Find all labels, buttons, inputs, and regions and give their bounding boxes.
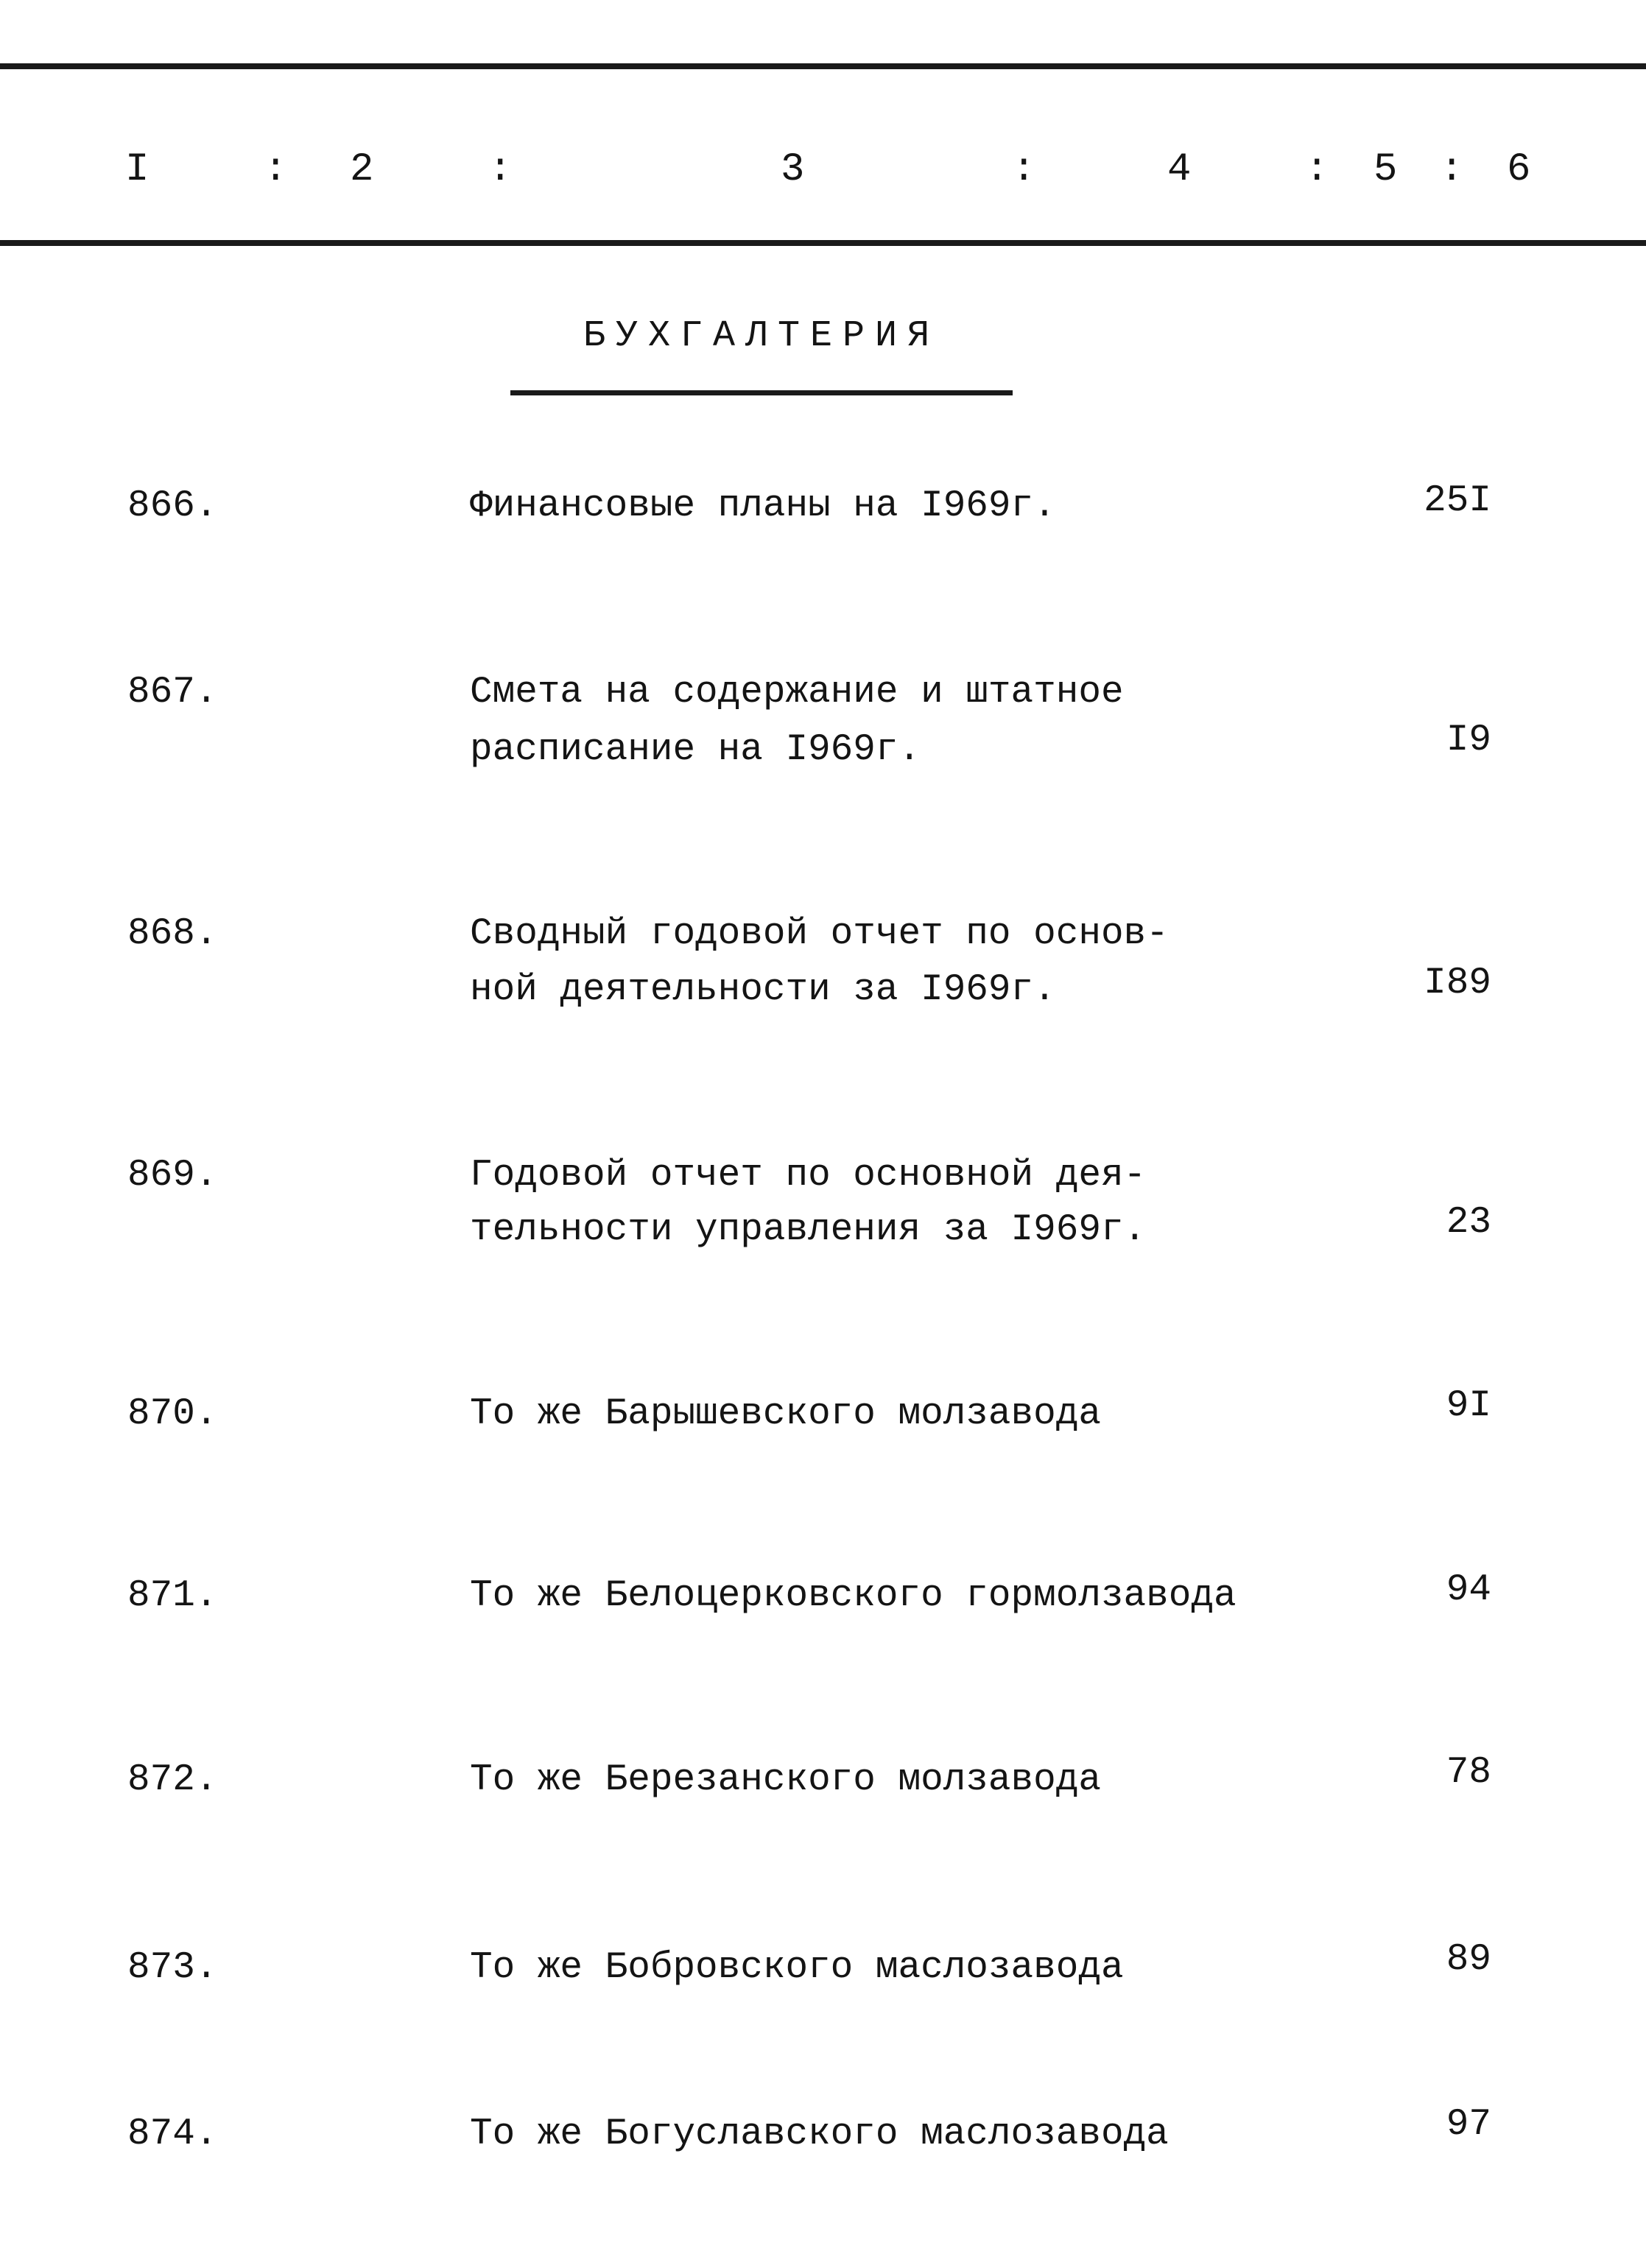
item-title-line: тельности управления за I969г. [470,1209,1147,1251]
column-number-4: 4 [1167,147,1192,192]
item-title-line: То же Богуславского маслозавода [470,2113,1169,2155]
sheet-count: I9 [1446,719,1491,761]
item-number: 874. [127,2113,218,2155]
item-number: 870. [127,1393,218,1435]
item-title-line: То же Бобровского маслозавода [470,1947,1124,1989]
item-title-line: Годовой отчет по основной дея- [470,1155,1147,1197]
item-number: 873. [127,1947,218,1989]
item-number: 871. [127,1575,218,1617]
sheet-count: 94 [1446,1569,1491,1611]
sheet-count: 23 [1446,1202,1491,1244]
sheet-count: 9I [1446,1385,1491,1427]
column-separator: : [488,147,513,192]
item-title-line: ной деятельности за I969г. [470,969,1056,1011]
header-top-rule [0,63,1646,69]
item-title-line: Смета на содержание и штатное [470,672,1124,714]
column-number-6: 6 [1507,147,1531,192]
column-separator: : [1012,147,1036,192]
item-number: 872. [127,1759,218,1801]
sheet-count: 97 [1446,2104,1491,2146]
header-bottom-rule [0,240,1646,246]
section-title: БУХГАЛТЕРИЯ [583,315,940,357]
column-number-3: 3 [781,147,805,192]
sheet-count: 78 [1446,1752,1491,1794]
item-number: 869. [127,1155,218,1197]
column-separator: : [264,147,288,192]
section-title-underline [510,390,1013,395]
column-separator: : [1305,147,1329,192]
sheet-count: I89 [1424,962,1491,1004]
item-title-line: То же Барышевского молзавода [470,1393,1101,1435]
sheet-count: 89 [1446,1939,1491,1981]
column-number-1: I [125,147,150,192]
column-number-2: 2 [350,147,374,192]
item-title-line: Финансовые планы на I969г. [470,485,1056,527]
column-number-5: 5 [1374,147,1398,192]
item-title-line: Сводный годовой отчет по основ- [470,913,1169,955]
item-title-line: расписание на I969г. [470,729,921,771]
item-number: 868. [127,913,218,955]
column-separator: : [1440,147,1464,192]
item-title-line: То же Березанского молзавода [470,1759,1101,1801]
sheet-count: 25I [1424,480,1491,522]
item-number: 866. [127,485,218,527]
item-title-line: То же Белоцерковского гормолзавода [470,1575,1237,1617]
item-number: 867. [127,672,218,714]
